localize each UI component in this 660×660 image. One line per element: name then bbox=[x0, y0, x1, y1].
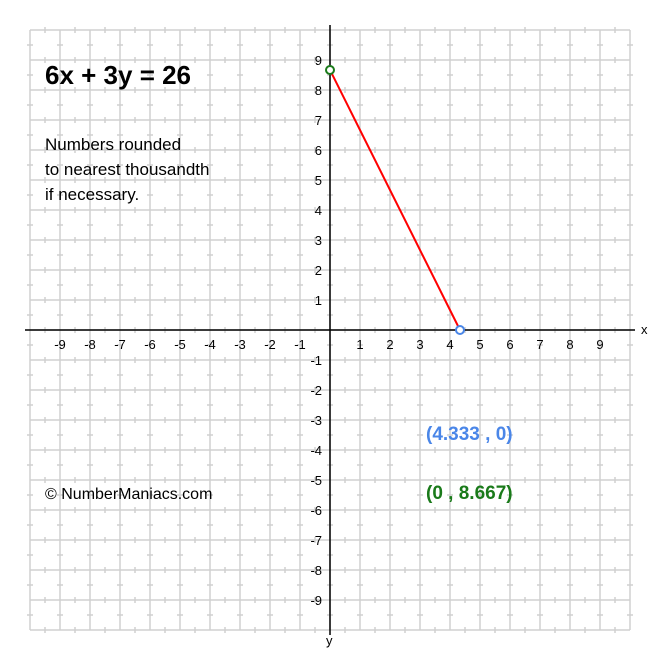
x-tick-label: -4 bbox=[204, 337, 216, 352]
x-tick-label: 5 bbox=[476, 337, 484, 352]
y-tick-label: -6 bbox=[310, 503, 322, 518]
x-tick-label: 7 bbox=[536, 337, 544, 352]
y-tick-label: 4 bbox=[314, 203, 322, 218]
y-tick-label: -9 bbox=[310, 593, 322, 608]
x-tick-label: -7 bbox=[114, 337, 126, 352]
x-tick-label: 2 bbox=[386, 337, 394, 352]
x-intercept-label: (4.333 , 0) bbox=[426, 424, 513, 445]
x-tick-label: -6 bbox=[144, 337, 156, 352]
y-tick-label: -7 bbox=[310, 533, 322, 548]
y-tick-label: 6 bbox=[314, 143, 322, 158]
y-tick-label: -2 bbox=[310, 383, 322, 398]
y-tick-label: -1 bbox=[310, 353, 322, 368]
y-tick-label: 2 bbox=[314, 263, 322, 278]
rounding-note-line-3: if necessary. bbox=[45, 185, 140, 204]
y-tick-label: 9 bbox=[314, 53, 322, 68]
x-tick-label: -1 bbox=[294, 337, 306, 352]
x-tick-label: 3 bbox=[416, 337, 424, 352]
x-tick-label: 9 bbox=[596, 337, 604, 352]
rounding-note-line-1: Numbers rounded bbox=[45, 135, 182, 154]
x-intercept-point bbox=[456, 326, 464, 334]
x-tick-label: -8 bbox=[84, 337, 96, 352]
x-tick-label: -3 bbox=[234, 337, 246, 352]
rounding-note-line-2: to nearest thousandth bbox=[45, 160, 210, 179]
x-tick-label: 1 bbox=[356, 337, 364, 352]
x-tick-label: -9 bbox=[54, 337, 66, 352]
y-tick-label: 7 bbox=[314, 113, 322, 128]
plot-area bbox=[326, 66, 464, 334]
equation-line bbox=[330, 70, 460, 330]
y-tick-label: -3 bbox=[310, 413, 322, 428]
y-axis-label: y bbox=[326, 633, 333, 648]
y-tick-label: -5 bbox=[310, 473, 322, 488]
x-tick-label: 6 bbox=[506, 337, 514, 352]
y-tick-label: 5 bbox=[314, 173, 322, 188]
y-intercept-point bbox=[326, 66, 334, 74]
y-tick-label: 1 bbox=[314, 293, 322, 308]
x-tick-label: -2 bbox=[264, 337, 276, 352]
equation-title: 6x + 3y = 26 bbox=[45, 60, 192, 90]
y-tick-label: -8 bbox=[310, 563, 322, 578]
x-tick-label: -5 bbox=[174, 337, 186, 352]
y-tick-label: 8 bbox=[314, 83, 322, 98]
y-tick-label: 3 bbox=[314, 233, 322, 248]
x-tick-label: 8 bbox=[566, 337, 574, 352]
credit-text: © NumberManiacs.com bbox=[45, 486, 213, 503]
y-intercept-label: (0 , 8.667) bbox=[426, 483, 513, 504]
x-axis-label: x bbox=[641, 322, 648, 337]
y-tick-label: -4 bbox=[310, 443, 322, 458]
axes bbox=[25, 25, 635, 635]
x-tick-label: 4 bbox=[446, 337, 454, 352]
